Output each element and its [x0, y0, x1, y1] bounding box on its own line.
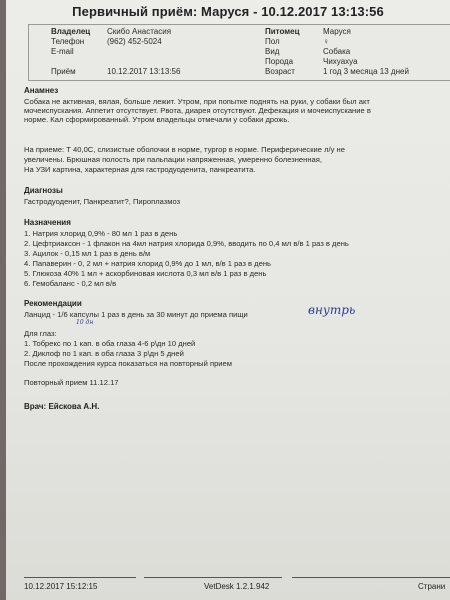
- visit-label: Приём: [51, 67, 76, 76]
- recommendation-line: Ланцид - 1/6 капсулы 1 раз в день за 30 минут до приема пищи: [24, 310, 248, 319]
- footer-divider: [292, 577, 450, 578]
- eye-item: 1. Тобрекс по 1 кап. в оба глаза 4-6 р\дн 10 дней: [24, 339, 196, 348]
- breed-label: Порода: [265, 57, 294, 66]
- eye-item: 2. Диклоф по 1 кап. в оба глаза 3 р\дн 5 дней: [24, 349, 184, 358]
- prescription-item: 4. Папаверин - 0, 2 мл + натрия хлорид 0,9% до 1 мл, в/в 1 раз в день: [24, 259, 271, 268]
- footer-divider: [24, 577, 136, 578]
- header-info-box: [28, 24, 450, 81]
- exam-line: увеличены. Брюшная полость при пальпации напряженная, умеренно болезненная,: [24, 155, 322, 164]
- prescription-item: 3. Ацилок - 0,15 мл 1 раз в день в/м: [24, 249, 151, 258]
- phone-label: Телефон: [51, 37, 85, 46]
- pet-name: Маруся: [323, 27, 351, 36]
- owner-header: Владелец: [51, 27, 91, 36]
- sex-label: Пол: [265, 37, 280, 46]
- prescriptions-heading: Назначения: [24, 218, 71, 227]
- anamnesis-line: мочеиспускания. Аппетит отсутствует. Рвота, диарея отсутствуют. Дефекация и мочеиспускание в: [24, 106, 371, 115]
- anamnesis-heading: Анамнез: [24, 86, 59, 95]
- anamnesis-line: Собака не активная, вялая, больше лежит. Утром, при попытке поднять на руки, у собаки был акт: [24, 97, 370, 106]
- email-label: E-mail: [51, 47, 74, 56]
- exam-line: На УЗИ картина, характерная для гастродуоденита, панкреатита.: [24, 165, 256, 174]
- handwritten-note: внутрь: [308, 303, 356, 317]
- prescription-item: 5. Глюкоза 40% 1 мл + аскорбиновая кислота 0,3 мл в/в 1 раз в день: [24, 269, 267, 278]
- prescription-item: 1. Натрия хлорид 0,9% - 80 мл 1 раз в день: [24, 229, 178, 238]
- page-title: Первичный приём: Маруся - 10.12.2017 13:13:56: [72, 4, 384, 19]
- prescription-item: 2. Цефтриаксон - 1 флакон на 4мл натрия хлорида 0,9%, вводить по 0,4 мл в/в 1 раз в день: [24, 239, 349, 248]
- footer-page: Страни: [418, 582, 446, 591]
- repeat-visit-text: Повторный прием 11.12.17: [24, 378, 119, 387]
- pet-header: Питомец: [265, 27, 300, 36]
- species-label: Вид: [265, 47, 280, 56]
- diagnosis-text: Гастродуоденит, Панкреатит?, Пироплазмоз: [24, 197, 181, 206]
- footer-divider: [144, 577, 282, 578]
- recommendations-heading: Рекомендации: [24, 299, 82, 308]
- anamnesis-line: норме. Кал сформированный. Утром владельцы отмечали у собаки дрожь.: [24, 115, 290, 124]
- doctor-signature: Врач: Ейскова А.Н.: [24, 402, 100, 411]
- visit-value: 10.12.2017 13:13:56: [107, 67, 181, 76]
- age-label: Возраст: [265, 67, 295, 76]
- after-course-text: После прохождения курса показаться на повторный прием: [24, 359, 232, 368]
- handwritten-small-note: 10 дн: [76, 319, 94, 326]
- eyes-label: Для глаз:: [24, 329, 57, 338]
- sex-value: ♀: [323, 37, 329, 46]
- phone-value: (962) 452-5024: [107, 37, 162, 46]
- exam-line: На приеме: Т 40,0С, слизистые оболочки в норме, тургор в норме. Периферические л/у не: [24, 145, 345, 154]
- document-page: [6, 0, 450, 600]
- breed-value: Чихуахуа: [323, 57, 358, 66]
- diagnosis-heading: Диагнозы: [24, 186, 63, 195]
- footer-datetime: 10.12.2017 15:12:15: [24, 582, 98, 591]
- species-value: Собака: [323, 47, 351, 56]
- age-value: 1 год 3 месяца 13 дней: [323, 67, 409, 76]
- footer-app-version: VetDesk 1.2.1.942: [204, 582, 270, 591]
- owner-name: Скибо Анастасия: [107, 27, 172, 36]
- prescription-item: 6. Гемобаланс - 0,2 мл в/в: [24, 279, 117, 288]
